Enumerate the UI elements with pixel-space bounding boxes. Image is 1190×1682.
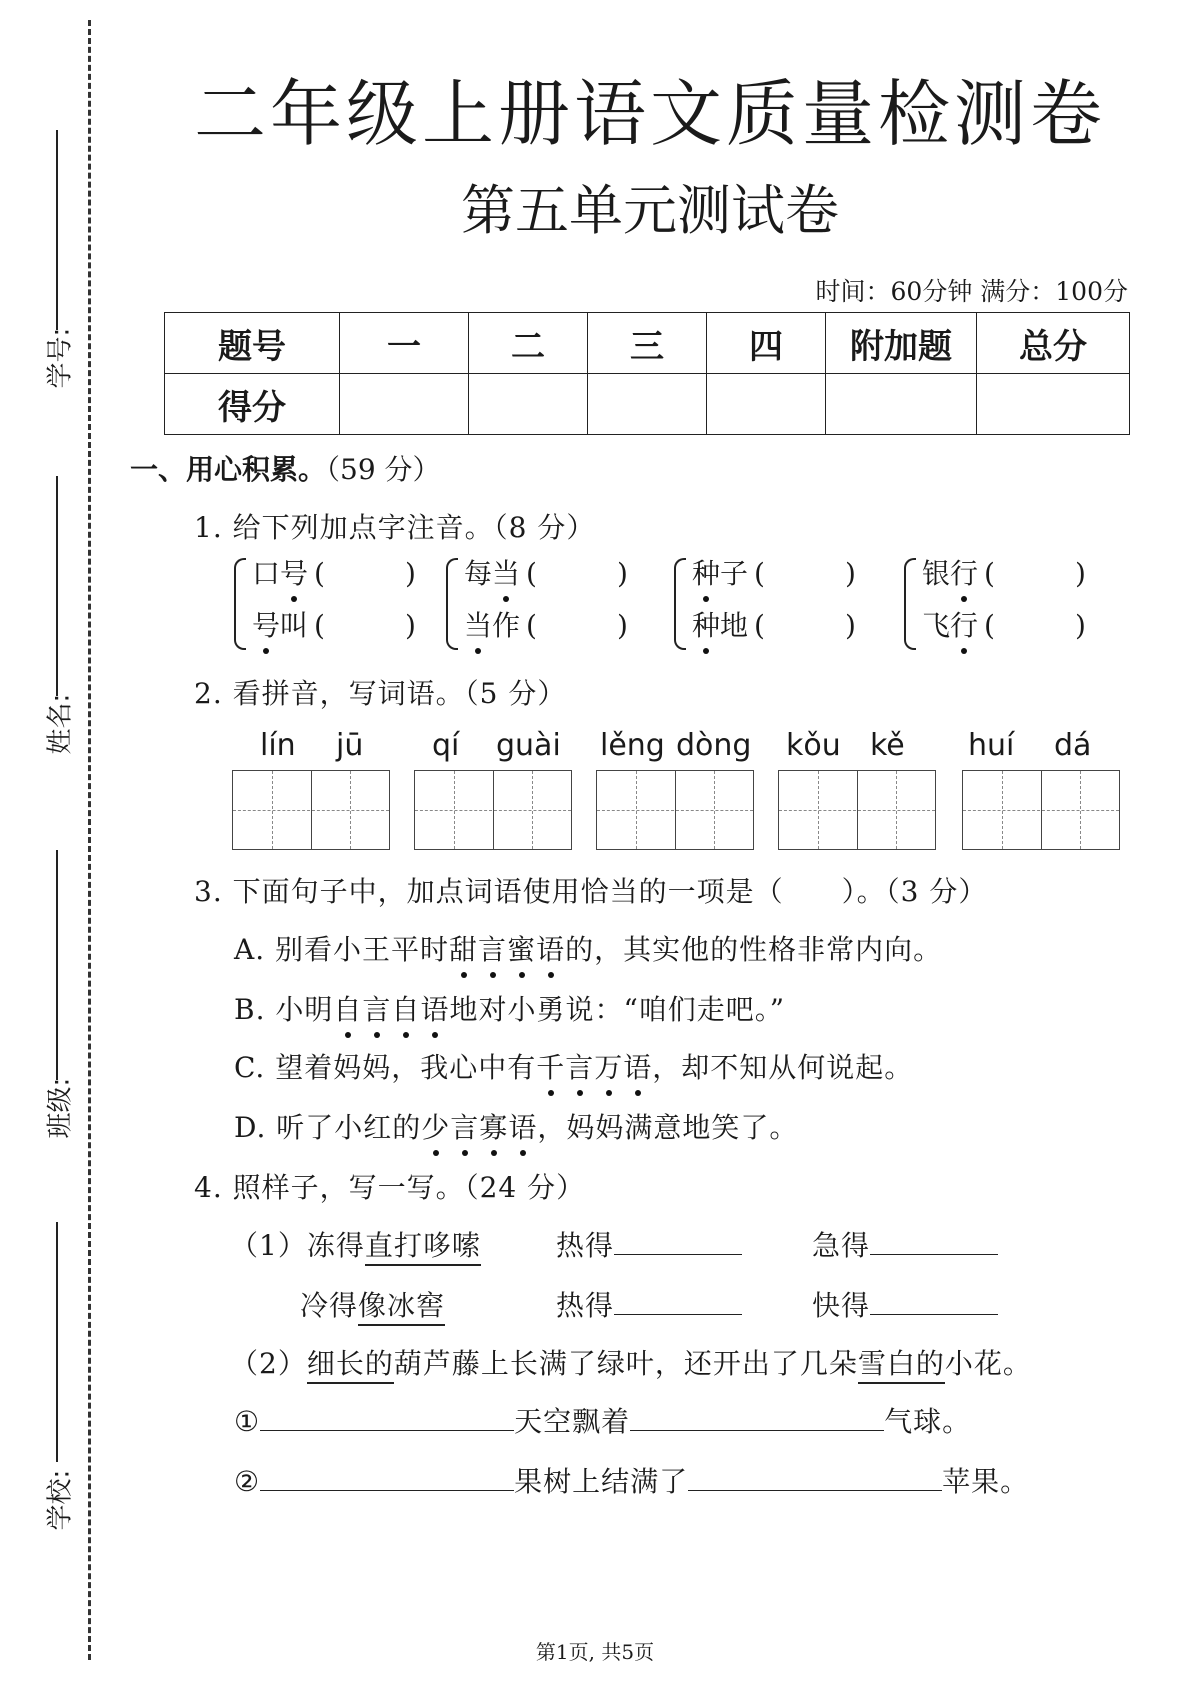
phonetic-item: 当作 ( ): [464, 604, 628, 644]
dotted-word: 千言万语: [536, 1051, 652, 1084]
score-table-row-label: 得分: [165, 374, 340, 435]
binding-dashed-line: [88, 20, 91, 1660]
page-subtitle: 第五单元测试卷: [461, 179, 839, 242]
option-a[interactable]: A. 别看小王平时甜言蜜语的，其实他的性格非常内向。: [234, 928, 942, 968]
pinyin-label: dòng: [676, 728, 752, 763]
q4-fill-hot-2: 热得: [556, 1284, 742, 1324]
score-cell[interactable]: [469, 374, 588, 435]
brace-icon: [904, 558, 916, 650]
page-title: 二年级上册语文质量检测卷: [193, 72, 1106, 156]
phonetic-item: 银行 ( ): [922, 552, 1086, 592]
pinyin-label: lěng: [600, 728, 665, 763]
phonetic-group-2: [446, 552, 656, 652]
phonetic-item: 号叫 ( ): [252, 604, 416, 644]
score-table-score-row: [165, 374, 1130, 435]
name-label: 姓名:: [45, 693, 76, 755]
pinyin-label: dá: [1054, 728, 1092, 763]
writing-grid[interactable]: [778, 770, 936, 850]
q4-part2-item-2: ② 果树上结满了 苹果。: [234, 1460, 1029, 1500]
phonetic-item: 每当 ( ): [464, 552, 628, 592]
score-table-col: 一: [340, 313, 469, 374]
pinyin-label: guài: [496, 728, 561, 763]
writing-grid[interactable]: [962, 770, 1120, 850]
score-table-row-label: 题号: [165, 313, 340, 374]
score-table: [164, 312, 1130, 435]
q4-part1-row2: 冷得像冰窖: [300, 1284, 445, 1324]
score-table-col: 三: [588, 313, 707, 374]
name-line[interactable]: [56, 476, 58, 696]
score-table-col: 四: [707, 313, 826, 374]
school-line[interactable]: [56, 1222, 58, 1462]
pinyin-label: lín: [260, 728, 296, 763]
writing-grid[interactable]: [596, 770, 754, 850]
pinyin-label: kě: [870, 728, 905, 763]
phonetic-group-4: [904, 552, 1114, 652]
writing-grid[interactable]: [232, 770, 390, 850]
score-table-col: 附加题: [826, 313, 977, 374]
brace-icon: [674, 558, 686, 650]
student-no-label: 学号:: [45, 327, 76, 389]
phonetic-group-1: [234, 552, 444, 652]
class-label: 班级:: [45, 1077, 76, 1139]
score-cell[interactable]: [707, 374, 826, 435]
question-3-prompt: 3. 下面句子中，加点词语使用恰当的一项是（ ）。（3 分）: [194, 875, 988, 908]
pinyin-label: qí: [432, 728, 460, 763]
answer-blank[interactable]: [260, 1402, 514, 1431]
section-heading-text: 一、用心积累。: [130, 453, 327, 486]
q4-fill-urgent: 急得: [812, 1224, 998, 1264]
answer-blank[interactable]: [630, 1402, 884, 1431]
dotted-word: 甜言蜜语: [449, 933, 565, 966]
answer-blank[interactable]: [614, 1226, 742, 1255]
pinyin-label: jū: [336, 728, 364, 763]
student-no-line[interactable]: [56, 130, 58, 330]
class-line[interactable]: [56, 850, 58, 1080]
section-points: （59 分）: [326, 453, 441, 486]
school-label: 学校:: [45, 1469, 76, 1531]
score-table-col: 总分: [977, 313, 1130, 374]
phonetic-item: 口号 ( ): [252, 552, 416, 592]
q4-fill-hot-1: 热得: [556, 1224, 742, 1264]
q4-fill-fast: 快得: [812, 1284, 998, 1324]
answer-blank[interactable]: [614, 1286, 742, 1315]
option-d[interactable]: D. 听了小红的少言寡语，妈妈满意地笑了。: [234, 1106, 798, 1146]
q4-part1-row1: （1）冻得直打哆嗦: [230, 1224, 481, 1264]
writing-grid[interactable]: [414, 770, 572, 850]
exam-meta: 时间：60分钟 满分：100分: [815, 277, 1128, 306]
score-cell[interactable]: [340, 374, 469, 435]
section-heading: [130, 448, 441, 488]
page-footer: 第1页, 共5页: [535, 1640, 655, 1664]
answer-blank[interactable]: [260, 1462, 514, 1491]
dotted-word: 自言自语: [333, 993, 449, 1026]
phonetic-item: 种子 ( ): [692, 552, 856, 592]
answer-blank[interactable]: [688, 1462, 942, 1491]
dotted-word: 少言寡语: [421, 1111, 537, 1144]
phonetic-item: 飞行 ( ): [922, 604, 1086, 644]
answer-blank[interactable]: [870, 1286, 998, 1315]
q4-part2-example: （2）细长的葫芦藤上长满了绿叶，还开出了几朵雪白的小花。: [230, 1342, 1032, 1382]
score-table-header-row: [165, 313, 1130, 374]
option-c[interactable]: C. 望着妈妈，我心中有千言万语，却不知从何说起。: [234, 1046, 913, 1086]
score-cell[interactable]: [977, 374, 1130, 435]
brace-icon: [446, 558, 458, 650]
option-b[interactable]: B. 小明自言自语地对小勇说：“咱们走吧。”: [234, 988, 785, 1028]
question-2-prompt: 2. 看拼音，写词语。（5 分）: [194, 677, 567, 710]
question-4-prompt: 4. 照样子，写一写。（24 分）: [194, 1171, 586, 1204]
answer-blank[interactable]: [870, 1226, 998, 1255]
pinyin-label: huí: [968, 728, 1015, 763]
phonetic-group-3: [674, 552, 884, 652]
brace-icon: [234, 558, 246, 650]
pinyin-label: kǒu: [786, 728, 841, 763]
question-1-prompt: 1. 给下列加点字注音。（8 分）: [194, 511, 596, 544]
score-table-col: 二: [469, 313, 588, 374]
score-cell[interactable]: [826, 374, 977, 435]
q4-part2-item-1: ① 天空飘着 气球。: [234, 1400, 971, 1440]
phonetic-item: 种地 ( ): [692, 604, 856, 644]
score-cell[interactable]: [588, 374, 707, 435]
